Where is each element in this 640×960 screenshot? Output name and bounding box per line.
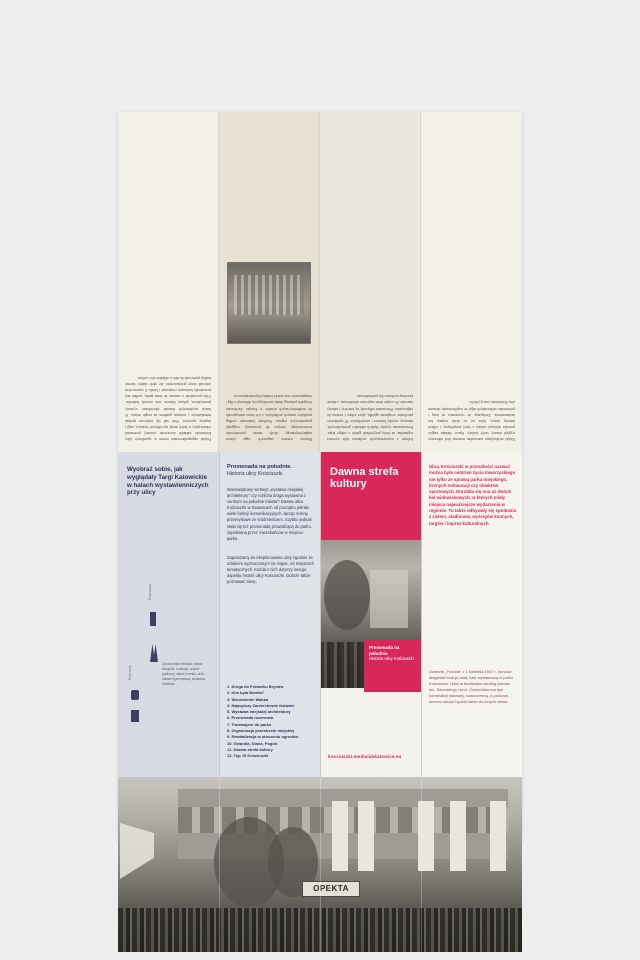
photo-banner xyxy=(490,801,506,871)
route-stop: 11. Dawna strefa kultury xyxy=(227,746,273,752)
route-stop: 8. Organizacja przestrzeni miejskiej xyxy=(227,728,295,734)
photo-tree xyxy=(324,560,370,630)
realization-logo-1 xyxy=(150,612,156,626)
upper-column-3 xyxy=(320,112,421,452)
upper-text-4: Dzięki archiwalnym materiałom możemy dziś odtworzyć wygląd dawnej strefy kultury. Spacer śladami targów pozwala zobaczyć miasto z innej perspektywy i odkryć historię miejsc, które na co dzień mijamy bez zastanowienia. Zachęcamy do wyruszenia na trasę i porównania archiwalnych zdjęć ze współczesnym obrazem ulicy Kościuszki oraz jej okolic. xyxy=(428,400,515,441)
cover-title: Dawna strefa kultury xyxy=(330,466,399,490)
fold-line xyxy=(320,452,321,777)
route-body-1: Wielowątkowy serbwyt „wystawa miejskiej architektury” czy rozlicha droga wystawna z centrum na południe miasta? Dawna ulica Kościuszki w Katowicach od początku pełniła wiele funkcji komunikacyjnych, łącząc tereny przemysłowe ze śródmieściem. Szybko jednak stała się też promenadą prowadzącą do parku, zapełnianą przez mieszkańców w miejscu parku. xyxy=(227,487,312,541)
brochure-sheet xyxy=(118,112,522,893)
upper-text-2: Historia terenów targowych sięga okresu międzywojennego, kiedy miasto potrzebowało nowoczesnego miejsca do prezentacji osiągnięć gospodarczych regionu. Pawilony budowano według projektów znanych architektów, a ich forma nawiązywała do modernistycznych trendów w Europie. Zachowane fotografie pokazują tłumy zwiedzających, dekoracje z flag i transparentów oraz stoiska lokalnych przedsiębiorców. xyxy=(225,394,312,441)
kiosk-sign-text: OPEKTA xyxy=(313,884,349,893)
route-stop: 4. Najwyższy Zanierchowie Katowic xyxy=(227,702,295,708)
route-stop: 3. Wzniesienie Wańka xyxy=(227,696,269,702)
archive-photo-large xyxy=(118,777,522,952)
photo-flag xyxy=(120,823,154,879)
realization-logo-2 xyxy=(150,644,158,662)
series-badge-bold: Promenada na południe. xyxy=(369,645,400,656)
info-title: Wyobraź sobie, jak wyglądały Targi Katowickie w halach wystawienniczych przy ulicy xyxy=(127,466,209,497)
realization-label: Realizacja xyxy=(148,584,152,600)
fold-line xyxy=(219,777,220,952)
route-stop: 12. Top 10 Kościuszki xyxy=(227,753,269,759)
website-link[interactable]: kosciuszki.medialabkatowice.eu xyxy=(328,754,402,759)
fold-line xyxy=(421,452,422,777)
credits-block xyxy=(162,662,212,687)
upper-column-2 xyxy=(219,112,320,452)
photo-banner xyxy=(450,801,466,871)
route-column xyxy=(219,452,320,777)
fold-line xyxy=(421,777,422,952)
photo-stand xyxy=(370,570,408,628)
route-stop: 1. Droga do Folwarku Brynów xyxy=(227,684,284,689)
route-stops-list xyxy=(227,684,315,760)
route-heading xyxy=(227,464,315,478)
series-badge-regular: Historia ulicy Kościuszki xyxy=(369,656,414,662)
partners-label-wrap xyxy=(128,665,138,684)
partners-label: Partnerzy xyxy=(128,665,132,680)
partner-logo-2 xyxy=(131,710,139,722)
route-stop: 10. Gwardia, Diana, Pogoń xyxy=(227,740,278,746)
upper-panels xyxy=(118,112,522,452)
cover-title-block xyxy=(320,452,421,540)
info-column xyxy=(118,452,219,777)
route-stop: 9. Rewitalizacja w otoczeniu ogrodów xyxy=(227,734,299,740)
route-heading-regular: Historia ulicy Kościuszki xyxy=(227,471,283,477)
photo-banner xyxy=(358,801,374,871)
upper-text-3: Jednym z najważniejszych wydarzeń była wystawa regionalna, na którą przyjeżdżali goście z całego kraju. Prezentowano wyroby śląskich zakładów przemysłowych, maszyny, wyroby hutnicze i rzemieślnicze. W sąsiedztwie pawilonów urządzono ogródki, place zabaw i miejsca do odpoczynku. Wieczorami odbywały się koncerty i zabawy taneczne. Po wojnie teren częściowo zabudowano, a dawne pawilony rozebrano lub przebudowano. xyxy=(327,394,413,441)
upper-column-4 xyxy=(421,112,522,452)
archive-photo-small xyxy=(227,262,311,344)
photo-banner xyxy=(332,801,348,871)
route-stop: 5. Wystawa miejskiej architektury xyxy=(227,709,291,715)
fold-line xyxy=(219,452,220,777)
photo-kiosk-sign xyxy=(302,881,360,897)
route-stop: 7. Tramwajem do parku xyxy=(227,721,272,727)
series-badge xyxy=(364,640,421,692)
upper-text-1: Projekt zagospodarowania terenu w sąsiedztwie ulicy Kościuszki zakładał utworzenie otwartej przestrzeni rekreacyjnej, w której miały się odbywać wystawy, targi i imprezy sportowe. Park stał się miejscem spotkań mieszkańców i ważnym punktem na mapie miasta. W latach trzydziestych tłumnie odwiedzano wystawy przemysłowe, pokazy lotnicze oraz zawody kolarskie. Ulica prowadziła z centrum do bram parku, wzdłuż niej powstawały kawiarnie, restauracje i kioski. Z czasem teren zmieniał swoje przeznaczenie, ale wiele śladów dawnej funkcji przetrwało do dziś w układzie ulic i zieleni. xyxy=(125,376,211,441)
route-body-2: Zapraszamy do eksplorowania ulicy zgodnie ze szlakiem wyznaczonym na mapie, na miejscach tematycznych. Każda z nich dotyczy innego aspektu historii ulicy Kościuszki. Dobrze także poznawać trasę. xyxy=(227,555,314,585)
route-heading-bold: Promenada na południe. xyxy=(227,464,292,470)
credits-text: Opracowanie tekstów, wybór fotografii, redakcja, projekt graficzny, skład, korekta, druk, nakład egzemplarzy, wydawca, Katowice xyxy=(162,662,206,686)
intro-text: Ulicą Kościuszki w przeszłości nazwać można było centrum życia towarzyskiego nie tylko ze sprawą parku miejskiego, licznych restauracji czy obiektów sportowych. Dorobiła się ona aż dwóch hal widowiskowych, w których miały miejsca najważniejsze wydarzenia w regionie. Tu także odbywały się spotkania z zieleni, stadionów, wyścigów konnych, targów i imprez kulturalnych. xyxy=(429,464,517,526)
partner-logo-1 xyxy=(131,690,139,700)
upper-column-1 xyxy=(118,112,219,452)
route-stop: 6. Promenada rowerowa xyxy=(227,715,274,721)
cover-column xyxy=(320,452,421,777)
realization-label-wrap xyxy=(148,584,158,604)
route-stop: 2. Kim była Bonita? xyxy=(227,690,265,696)
fold-line xyxy=(320,777,321,952)
quote-text: Dziennik „Polonia” z 1 kwietnia 1937 r. donosił: Magistrat buduje stały hale wystawową w parku Kościuszki. Hala ta budowana według planów inż. Sikorskiego i prof. Ćwierniaka ma być konstrukcji stalowej, nowoczesną, a podczas sezonu służyć będzie także do innych celów. xyxy=(429,669,514,704)
intro-column xyxy=(421,452,522,777)
